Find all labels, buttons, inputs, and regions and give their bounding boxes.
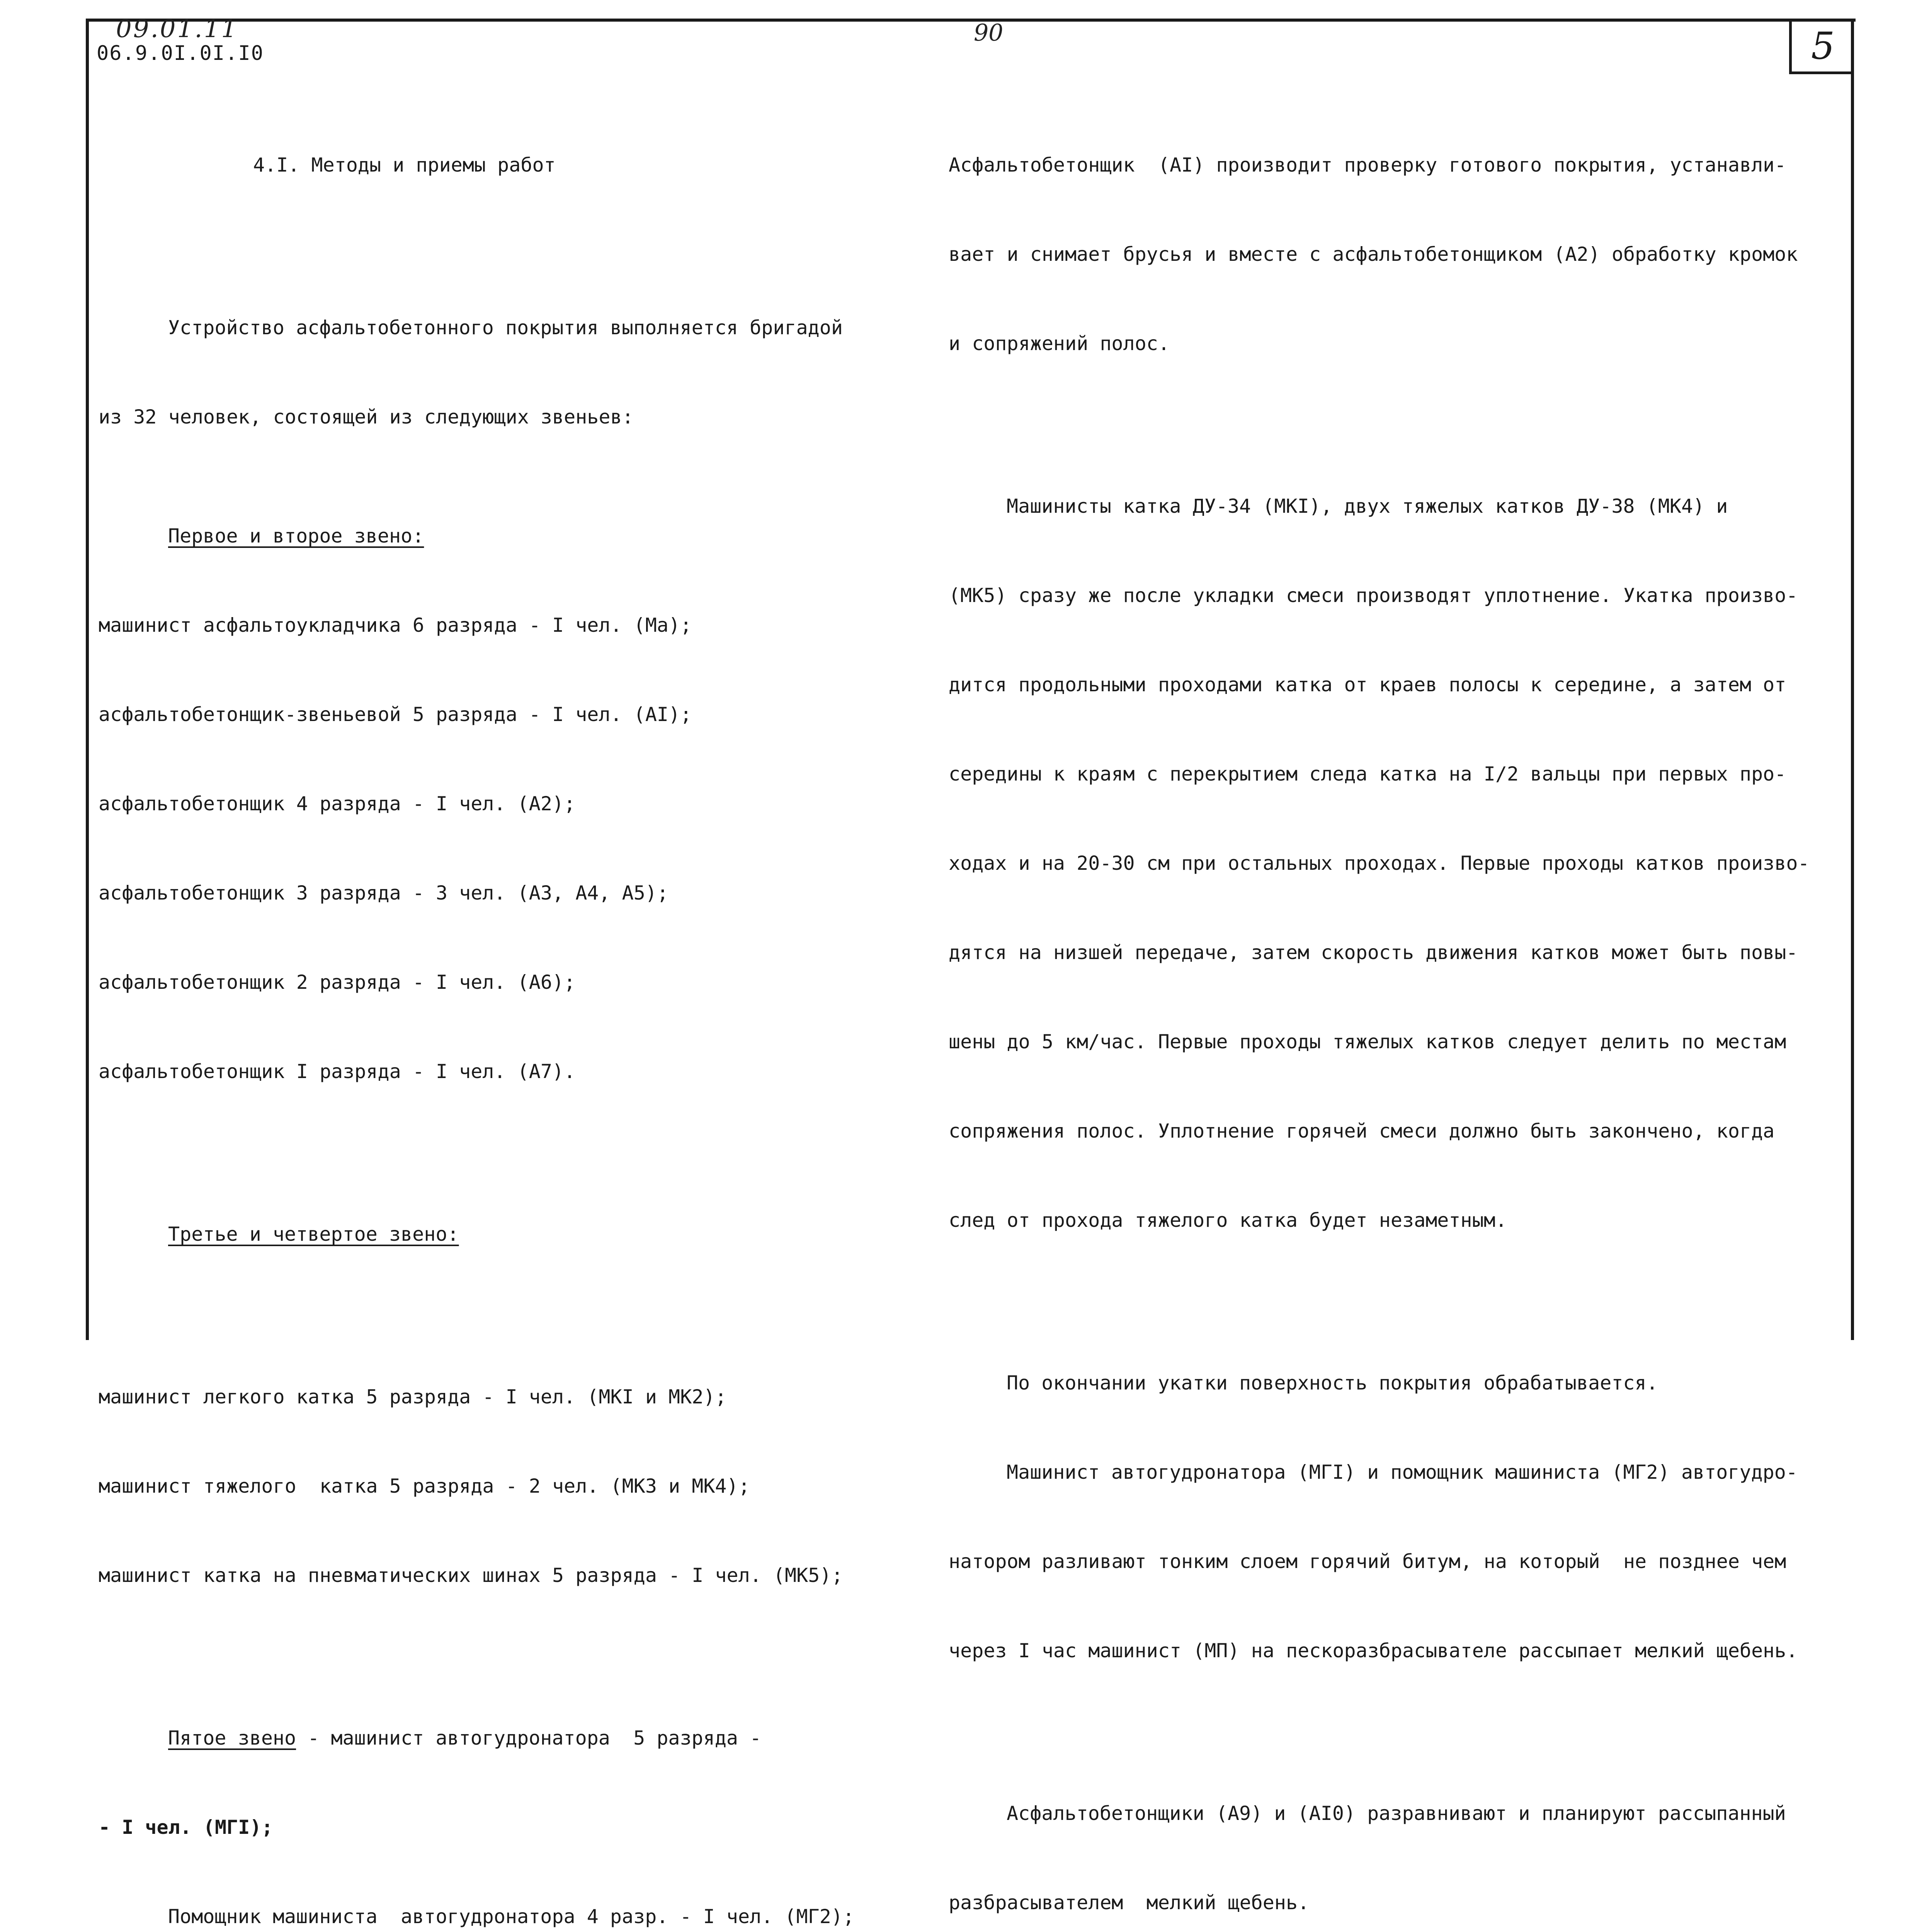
list-item: асфальтобетонщик 2 разряда - I чел. (А6); bbox=[99, 971, 576, 993]
paragraph-line: сопряжения полос. Уплотнение горячей смеси должно быть закончено, когда bbox=[949, 1120, 1775, 1142]
paragraph-line: дится продольными проходами катка от краев полосы к середине, а затем от bbox=[949, 673, 1786, 696]
paragraph-line: ходах и на 20-30 см при остальных проходах. Первые проходы катков произво- bbox=[949, 852, 1810, 874]
group-title-text: Пятое звено bbox=[168, 1727, 296, 1749]
list-item: асфальтобетонщик-звеньевой 5 разряда - I чел. (АI); bbox=[99, 703, 692, 726]
document-code: 06.9.0I.0I.I0 bbox=[97, 42, 264, 65]
paragraph-line: По окончании укатки поверхность покрытия обрабатывается. bbox=[1007, 1372, 1658, 1394]
section-heading: 4.I. Методы и приемы работ bbox=[253, 154, 556, 176]
frame-left-line bbox=[86, 19, 89, 1340]
paragraph-line: шены до 5 км/час. Первые проходы тяжелых катков следует делить по местам bbox=[949, 1031, 1786, 1053]
list-item: Помощник машиниста автогудронатора 4 разр. - I чел. (МГ2); bbox=[168, 1905, 855, 1928]
list-item: асфальтобетонщик I разряда - I чел. (А7). bbox=[99, 1060, 576, 1083]
group-line bbox=[99, 1723, 972, 1753]
group-line-text: - машинист автогудронатора 5 разряда - bbox=[296, 1727, 762, 1749]
page-number: 90 bbox=[974, 19, 1004, 46]
paragraph-line: (МК5) сразу же после укладки смеси производят уплотнение. Укатка произво- bbox=[949, 584, 1798, 607]
sheet-number-box bbox=[1789, 20, 1854, 74]
paragraph-line: след от прохода тяжелого катка будет незаметным. bbox=[949, 1209, 1507, 1231]
left-column bbox=[99, 91, 972, 1932]
list-item: машинист асфальтоукладчика 6 разряда - I чел. (Ма); bbox=[99, 614, 692, 636]
paragraph-line: и сопряжений полос. bbox=[949, 332, 1170, 355]
list-item: асфальтобетонщик 4 разряда - I чел. (А2); bbox=[99, 793, 576, 815]
paragraph-line: через I час машинист (МП) на пескоразбрасывателе рассыпает мелкий щебень. bbox=[949, 1639, 1798, 1662]
frame-top-line bbox=[86, 19, 1856, 22]
paragraph-line: Асфальтобетонщик (АI) производит проверку готового покрытия, устанавли- bbox=[949, 154, 1786, 176]
paragraph-line: дятся на низшей передаче, затем скорость движения катков может быть повы- bbox=[949, 941, 1798, 964]
paragraph-line: натором разливают тонким слоем горячий битум, на который не позднее чем bbox=[949, 1550, 1786, 1573]
list-item: машинист катка на пневматических шинах 5 разряда - I чел. (МК5); bbox=[99, 1564, 843, 1587]
handwritten-date: 09.01.11 bbox=[116, 15, 238, 43]
paragraph-line: середины к краям с перекрытием следа катка на I/2 вальцы при первых про- bbox=[949, 763, 1786, 785]
list-item: - I чел. (МГI); bbox=[99, 1816, 273, 1838]
intro-line: Устройство асфальтобетонного покрытия выполняется бригадой bbox=[168, 316, 843, 339]
group-title-text: Первое и второе звено: bbox=[168, 525, 424, 547]
paragraph-line: Асфальтобетонщики (А9) и (АI0) разравнивают и планируют рассыпанный bbox=[1007, 1802, 1786, 1825]
group-title bbox=[99, 521, 972, 551]
group-title-text: Третье и четвертое звено: bbox=[168, 1223, 459, 1245]
frame-right-line bbox=[1851, 19, 1854, 1340]
group-title bbox=[99, 1219, 972, 1249]
paragraph-line: Машинист автогудронатора (МГI) и помощник машиниста (МГ2) автогудро- bbox=[1007, 1461, 1798, 1483]
paragraph-line: разбрасывателем мелкий щебень. bbox=[949, 1891, 1310, 1914]
paragraph-line: Машинисты катка ДУ-34 (МКI), двух тяжелых катков ДУ-38 (МК4) и bbox=[1007, 495, 1728, 517]
list-item: машинист легкого катка 5 разряда - I чел. (МКI и МК2); bbox=[99, 1386, 727, 1408]
sheet-number: 5 bbox=[1811, 24, 1835, 68]
paragraph-line: вает и снимает брусья и вместе с асфальтобетонщиком (А2) обработку кромок bbox=[949, 243, 1798, 265]
intro-line: из 32 человек, состоящей из следующих звеньев: bbox=[99, 406, 634, 428]
list-item: машинист тяжелого катка 5 разряда - 2 чел. (МК3 и МК4); bbox=[99, 1475, 750, 1497]
list-item: асфальтобетонщик 3 разряда - 3 чел. (А3, А4, А5); bbox=[99, 882, 669, 904]
right-column bbox=[949, 91, 1837, 1932]
